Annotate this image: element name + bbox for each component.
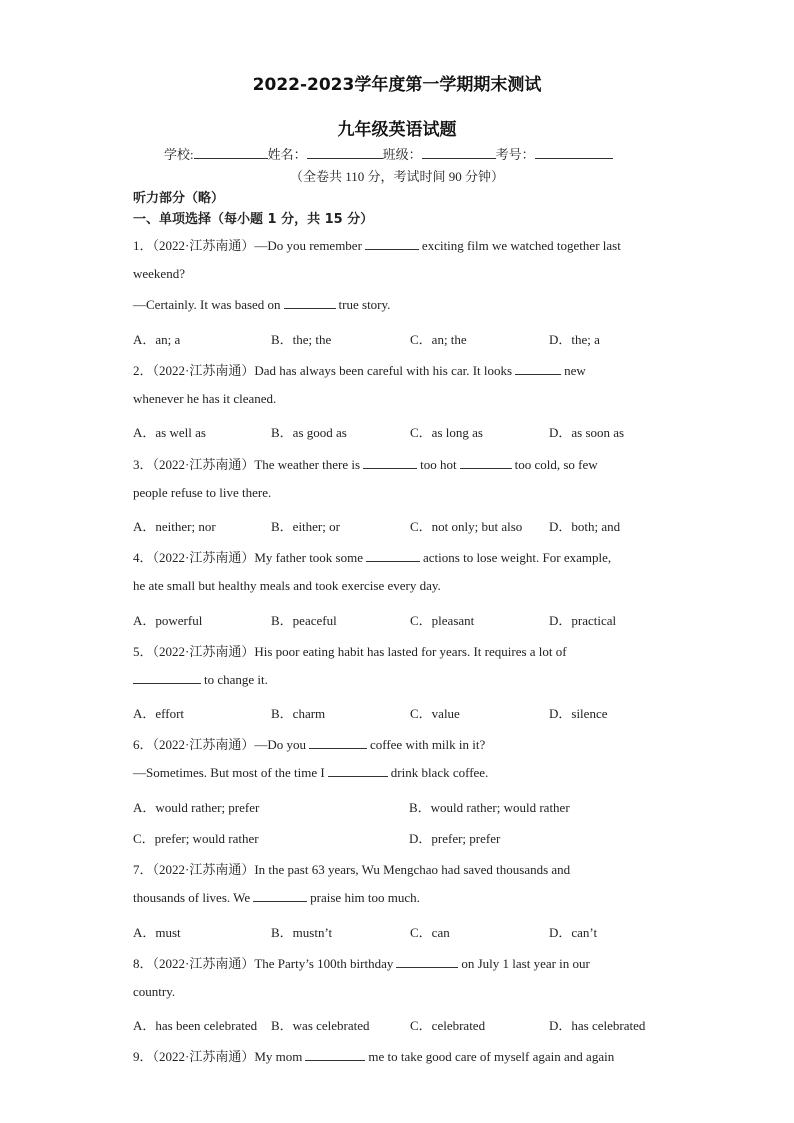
question-5-option-d: D．silence <box>549 706 608 721</box>
question-8-line-1: 8．（2022·江苏南通）The Party’s 100th birthday on July 1 last year in our <box>133 956 590 971</box>
question-8-line-2: country. <box>133 984 176 999</box>
answer-blank <box>366 550 420 562</box>
question-7-option-a: A．must <box>133 925 181 940</box>
question-2-option-b: B．as good as <box>271 425 347 440</box>
exam-note: （全卷共 110 分，考试时间 90 分钟） <box>289 169 505 184</box>
answer-blank <box>515 363 561 375</box>
question-4-option-a: A．powerful <box>133 613 203 628</box>
question-6-line-1: 6．（2022·江苏南通）—Do you coffee with milk in it? <box>133 737 486 752</box>
answer-blank <box>363 457 417 469</box>
question-9-line-1: 9．（2022·江苏南通）My mom me to take good care of myself again and again <box>133 1049 615 1064</box>
exam-title: 2022-2023学年度第一学期期末测试 <box>252 75 542 95</box>
question-3-option-b: B．either; or <box>271 519 340 534</box>
question-1-option-a: A．an; a <box>133 332 181 347</box>
question-8-option-a: A．has been celebrated <box>133 1018 258 1033</box>
question-4-option-c: C．pleasant <box>410 613 475 628</box>
section-listening: 听力部分（略） <box>133 191 225 206</box>
question-4-option-d: D．practical <box>549 613 617 628</box>
class-blank <box>422 146 496 159</box>
class-label: 班级： <box>382 147 422 162</box>
question-3-line-1: 3．（2022·江苏南通）The weather there is too hot too cold, so few <box>133 457 598 472</box>
answer-blank <box>365 238 419 250</box>
question-7-option-b: B．mustn’t <box>271 925 333 940</box>
question-8-option-b: B．was celebrated <box>271 1018 370 1033</box>
question-2-option-a: A．as well as <box>133 425 206 440</box>
school-label: 学校: <box>164 147 194 162</box>
question-6-line-2: —Sometimes. But most of the time I drink black coffee. <box>133 765 489 780</box>
answer-blank <box>133 672 201 684</box>
answer-blank <box>396 956 458 968</box>
question-5-option-b: B．charm <box>271 706 326 721</box>
question-5-line-1: 5．（2022·江苏南通）His poor eating habit has lasted for years. It requires a lot of <box>133 644 567 659</box>
question-6-option-a: A．would rather; prefer <box>133 800 260 815</box>
question-1-option-d: D．the; a <box>549 332 600 347</box>
question-1-line-3: —Certainly. It was based on true story. <box>133 297 391 312</box>
question-2-line-1: 2．（2022·江苏南通）Dad has always been careful with his car. It looks new <box>133 363 586 378</box>
question-3-option-d: D．both; and <box>549 519 621 534</box>
question-4-line-2: he ate small but healthy meals and took exercise every day. <box>133 578 441 593</box>
answer-blank <box>309 737 367 749</box>
question-4-option-b: B．peaceful <box>271 613 337 628</box>
question-3-line-2: people refuse to live there. <box>133 485 272 500</box>
question-2-option-c: C．as long as <box>410 425 483 440</box>
question-6-option-c: C．prefer; would rather <box>133 831 259 846</box>
question-7-option-c: C．can <box>410 925 450 940</box>
question-6-option-d: D．prefer; prefer <box>409 831 501 846</box>
question-7-line-1: 7．（2022·江苏南通）In the past 63 years, Wu Mengchao had saved thousands and <box>133 862 571 877</box>
name-label: 姓名： <box>267 147 307 162</box>
question-1-option-b: B．the; the <box>271 332 332 347</box>
name-blank <box>307 146 383 159</box>
question-1-line-2: weekend? <box>133 266 185 281</box>
answer-blank <box>460 457 512 469</box>
answer-blank <box>253 890 307 902</box>
question-7-option-d: D．can’t <box>549 925 598 940</box>
question-5-line-2: to change it. <box>133 672 268 688</box>
question-3-option-c: C．not only; but also <box>410 519 523 534</box>
question-6-option-b: B．would rather; would rather <box>409 800 570 815</box>
answer-blank <box>305 1049 365 1061</box>
school-blank <box>194 146 268 159</box>
question-3-option-a: A．neither; nor <box>133 519 216 534</box>
answer-blank <box>328 765 388 777</box>
question-5-option-c: C．value <box>410 706 460 721</box>
question-5-option-a: A．effort <box>133 706 185 721</box>
number-label: 考号： <box>495 147 535 162</box>
answer-blank <box>284 297 336 309</box>
section-single-choice: 一、单项选择（每小题 1 分，共 15 分） <box>133 212 374 227</box>
student-info-line <box>164 144 613 163</box>
question-4-line-1: 4．（2022·江苏南通）My father took some actions to lose weight. For example, <box>133 550 612 565</box>
question-1-option-c: C．an; the <box>410 332 467 347</box>
question-2-option-d: D．as soon as <box>549 425 625 440</box>
exam-subtitle: 九年级英语试题 <box>337 120 457 140</box>
question-2-line-2: whenever he has it cleaned. <box>133 391 277 406</box>
question-7-line-2: thousands of lives. We praise him too much. <box>133 890 420 905</box>
question-1-line-1: 1．（2022·江苏南通）—Do you remember exciting film we watched together last <box>133 238 621 253</box>
number-blank <box>535 146 613 159</box>
question-8-option-c: C．celebrated <box>410 1018 486 1033</box>
question-8-option-d: D．has celebrated <box>549 1018 646 1033</box>
